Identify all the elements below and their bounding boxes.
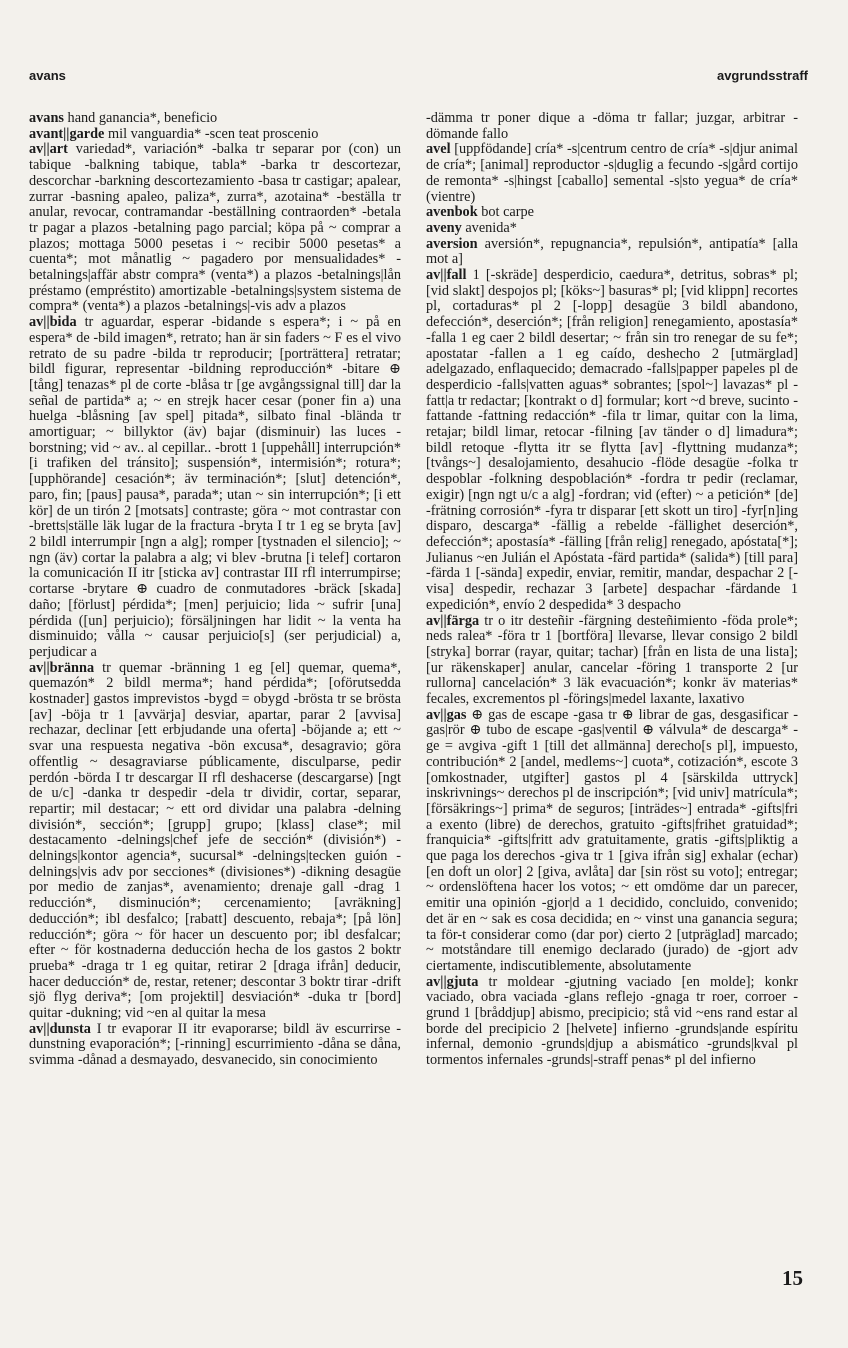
entry-text: mil vanguardia* -scen teat proscenio	[104, 125, 319, 142]
dictionary-entry	[29, 1022, 401, 1069]
dictionary-entry	[426, 268, 798, 613]
dictionary-entry	[426, 205, 798, 221]
left-column	[29, 111, 401, 1069]
headword: av||gas	[426, 706, 467, 723]
headword: av||art	[29, 141, 68, 158]
running-head	[0, 66, 848, 86]
dictionary-entry	[426, 614, 798, 708]
dictionary-entry	[29, 127, 401, 143]
entry-text: tr o itr desteñir -färgning desteñimiento -föda prole*; neds ralea* -föra tr 1 [bortföra] llevarse, llevar consigo 2 bildl [stryka] borrar (rayar, quitar; tachar) [från en lista de una lista]; [ur räkenskaper] anular, cancelar -föring 1 transporte 2 [ur rullorna] cancelación* 3 läk evacuación*; konkr äv materias* fecales, excrementos pl -förings|medel laxante, laxativo	[426, 612, 798, 708]
headword: av||fall	[426, 267, 467, 284]
dictionary-entry	[426, 708, 798, 975]
entry-text: ⊕ gas de escape -gasa tr ⊕ librar de gas, desgasificar -gas|rör ⊕ tubo de escape -gas|ventil ⊕ válvula* de descarga* -ge = avgiva -gift 1 [till det allmänna] derecho[s pl], impuesto, contribución* 2 [andel, medlems~] cuota*, cotización*, escote 3 [omkostnader, utgifter] gastos pl 4 [särskilda uttryck] inskrivnings~ derechos pl de inscripción*; [vid univ] matrícula*; [försäkrings~] prima* de seguros; [inträdes~] entrada* -gifts|fri a exento (libre) de derechos, gratuito -gifts|frihet gratuidad*; franquicia* -gifts|fritt adv gratuitamente, gratis -gifts|pliktig a que paga los derechos -giva tr 1 [giva ifrån sig] exhalar (echar) [en doft un olor] 2 [giva, avlåta] dar [sin röst su voto]; entregar; ~ ordenslöftena hacer los votos; ~ ett omdöme dar un parecer, emitir una opinión -gjor|d a 1 decidido, concluido, convenido; det är en ~ sak es cosa decidida; en ~ vinst una ganancia segura; ta för-t considerar como (dar por) cierto 2 [utpräglad] marcado; ~ motståndare till enemigo declarado (jurado) de -gjort adv ciertamente, indiscutiblemente, absolutamente	[426, 706, 798, 974]
running-head-first-entry: avans	[29, 68, 66, 83]
headword: avenbok	[426, 204, 478, 221]
headword: av||bida	[29, 314, 77, 331]
entry-text: tr moldear -gjutning vaciado [en molde]; konkr vaciado, obra vaciada -glans reflejo -gnaga tr roer, corroer -grund 1 [bråddjup] abismo, precipicio; stå vid ~ens rand estar al borde del precipicio 2 [helvete] infierno -grunds|ande espíritu infernal, demonio -grunds|djup a abismático -grunds|kval pl tormentos infernales -grunds|-straff penas* pl del infierno	[426, 973, 798, 1069]
entry-text: bot carpe	[477, 204, 535, 221]
dictionary-entry	[426, 975, 798, 1069]
entry-text: [uppfödande] cría* -s|centrum centro de cría* -s|djur animal de cría*; [animal] reproductor -s|duglig a fecundo -s|gård cortijo de remonta* -s|hingst [caballo] semental -s|sto yegua* de cría* (vientre)	[426, 141, 798, 205]
entry-text: variedad*, variación* -balka tr separar por (con) un tabique -balkning tabique, tabla* -barka tr descortezar, descorchar -barkning descortezamiento -basa tr castigar; apalear, zurrar -basning apaleo, paliza*, zurra*, azotaina* -beställa tr anular, revocar, contramandar -beställning contraorden* -betala tr pagar a plazos -betalning pago parcial; köpa på ~ comprar a plazos; mottaga 5000 pesetas i ~ recibir 5000 pesetas* a cuenta*; mot månatlig ~ pagadero por mensualidades* -betalnings|affär abstr compra* (venta*) a plazos -betalnings|lån préstamo (empréstito) amortizable -betalnings|system sistema de compra* (venta*) a plazos -betalnings|-vis adv a plazos	[29, 141, 401, 315]
headword: av||gjuta	[426, 973, 479, 990]
headword: aversion	[426, 235, 478, 252]
entry-text: -dämma tr poner dique a -döma tr fallar; juzgar, arbitrar -dömande fallo	[426, 110, 798, 142]
page-number: 15	[782, 1266, 803, 1290]
entry-text: tr aguardar, esperar -bidande s espera*; i ~ på en espera* de -bild imagen*, retrato; han är sin faders ~ F es el vivo retrato de su padre -bilda tr reproducir; [porträttera] retratar; bildl figurar, representar -bildning reproducción* -bitare ⊕ [tång] tenazas* pl de corte -blåsa tr [ge avgångssignal till] dar la señal de partida* a; ~ en strejk hacer cesar (poner fin a) una huelga -blåsning [av spel] pitada*, silbato final -blända tr amortiguar; ~ billyktor (äv) bajar (disminuir) las luces -borstning; vid ~ av.. al cepillar.. -brott 1 [uppehåll] interrupción* [i trafiken del tránsito]; suspensión*, intermisión*; rotura*; [upphörande] cesación*; äv terminación*; [slut] detención*, paro, fin; [paus] pausa*, parada*; utan ~ sin interrupción*; [i ett kör] de un tirón 2 [motsats] contraste; göra ~ mot contrastar con -bretts|ställe läk lugar de la fractura -bryta I tr 1 eg se bryta [av] 2 bildl interrumpir [ngn a alg]; romper [tystnaden el silencio]; ~ ngn (äv) cortar la palabra a alg; vi blev -brutna [i telef] cortaron la comunicación II itr [sticka av] contrastar III rfl interrumpirse; cortarse -brytare ⊕ cuadro de conmutadores -bräck [skada] daño; [förlust] pérdida*; [men] perjuicio; lida ~ sufrir [una] pérdida ([un] perjuicio); försäljningen har lidit ~ la venta ha disminuido; vålla ~ causar perjuicio[s] (ser perjudicial) a, perjudicar a	[29, 314, 401, 660]
dictionary-entry	[426, 237, 798, 268]
headword: avans	[29, 110, 64, 126]
dictionary-entry	[29, 111, 401, 127]
dictionary-entry	[426, 142, 798, 205]
dictionary-entry	[426, 111, 798, 142]
running-head-last-entry: avgrundsstraff	[716, 68, 808, 83]
entry-text: aversión*, repugnancia*, repulsión*, antipatía* [alla mot a]	[426, 235, 798, 268]
entry-text: hand ganancia*, beneficio	[63, 110, 218, 126]
entry-text: tr quemar -bränning 1 eg [el] quemar, quema*, quemazón* 2 bildl merma*; hand pérdida*; [oförutsedda kostnader] gastos imprevistos -bygd = obygd -brösta tr se brösta [av] -böja tr 1 [avvärja] desviar, apartar, parar 2 [avvisa] rechazar, declinar [ett erbjudande una oferta] -böjande a; ett ~ svar una respuesta negativa -bön excusa*, desagravio; göra offentlig ~ desagraviarse públicamente, disculparse, pedir perdón -börda I tr descargar II rfl deshacerse (descargarse) [ngt de u/c] -danka tr despedir -dela tr dividir, cortar, separar, repartir; mil destacar; ~ ett ord dividar una palabra -delning división*, sección*; [grupp] grupo; [klass] clase*; mil destacamento -delnings|chef jefe de sección* (división*) -delnings|kontor agencia*, sucursal* -delnings|tecken guión -delnings|vis adv por secciones* (divisiones*) -dikning desagüe por medio de zanjas*, avenamiento; drenaje gall -drag 1 reducción*, disminución*; cercenamiento; [avräkning] deducción*; ibl desfalco; [rabatt] descuento, rebaja*; [på lön] reducción*; göra ~ för hacer un descuento por; ibl desfalcar; efter ~ för kostnaderna deducción hecha de los gastos 2 boktr prueba* -draga tr 1 eg quitar, retirar 2 [draga ifrån] deducir, hacer deducción* de, restar, retener; descontar 3 boktr tirar -drift sjö flyg deriva*; [om projektil] desviación* -duka tr [bord] quitar -dukning; vid ~en al quitar la mesa	[29, 659, 401, 1022]
headword: av||bränna	[29, 659, 95, 676]
dictionary-entry	[29, 142, 401, 315]
dictionary-entry	[426, 221, 798, 237]
dictionary-entry	[29, 661, 401, 1022]
entry-text: avenida*	[461, 219, 517, 236]
right-column	[426, 111, 798, 1069]
headword: av||färga	[426, 612, 480, 629]
headword: aveny	[426, 219, 462, 236]
entry-text: 1 [-skräde] desperdicio, caedura*, detritus, sobras* pl; [vid slakt] despojos pl; [köks~] basuras* pl; [vid klippn] recortes pl, cortaduras* pl 2 [-lopp] desagüe 3 bildl abandono, defección*, deserción*; [från religion] renegamiento, apostasía* -falla 1 eg caer 2 bildl desertar; ~ från sin tro renegar de su fe*; apostatar -fallen a 1 eg caído, deshecho 2 [utmärglad] adelgazado, enflaquecido; demacrado -falls|papper papeles pl de desperdicio -falls|vatten aguas* sobrantes; [spol~] lavazas* pl -fatt|a tr redactar; [kontrakt o d] formular; kort ~d breve, sucinto -fattande -fattning redacción* -fila tr limar, quitar con la lima, retajar; bildl limar, retocar -filning [av tänder o d] limadura*; bildl retoque -flytta itr se flytta [av] -flyttning mudanza*; [tvångs~] desalojamiento, desahucio -flöde desagüe -folka tr despoblar -folkning despoblación* -fordra tr pedir (reclamar, exigir) [ngn ngt u/c a alg] -fordran; vid (efter) ~ a petición* [de] -frätning corrosión* -fyra tr disparar [ett skott un tiro] -fyr[n]ing disparo, descarga* -fällig a rebelde -fällighet deserción*, defección*; apostasía* -fälling [från relig] renegado, apóstata[*]; Julianus ~en Julián el Apóstata -färd partida* (salida*) [till para] -färda 1 [-sända] expedir, enviar, remitir, mandar, despachar 2 [-visa] despedir, rechazar 3 [arbete] despachar -färdande 1 expedición*, envío 2 despedida* 3 despacho	[426, 267, 798, 613]
entry-text: I tr evaporar II itr evaporarse; bildl äv escurrirse -dunstning evaporación*; [-rinning] escurrimiento -dåna se dåna, svimma -dånad a desmayado, desvanecido, sin conocimiento	[29, 1020, 401, 1069]
dictionary-entry	[29, 315, 401, 660]
headword: avel	[426, 141, 451, 158]
headword: av||dunsta	[29, 1020, 91, 1037]
headword: avant||garde	[29, 125, 105, 142]
